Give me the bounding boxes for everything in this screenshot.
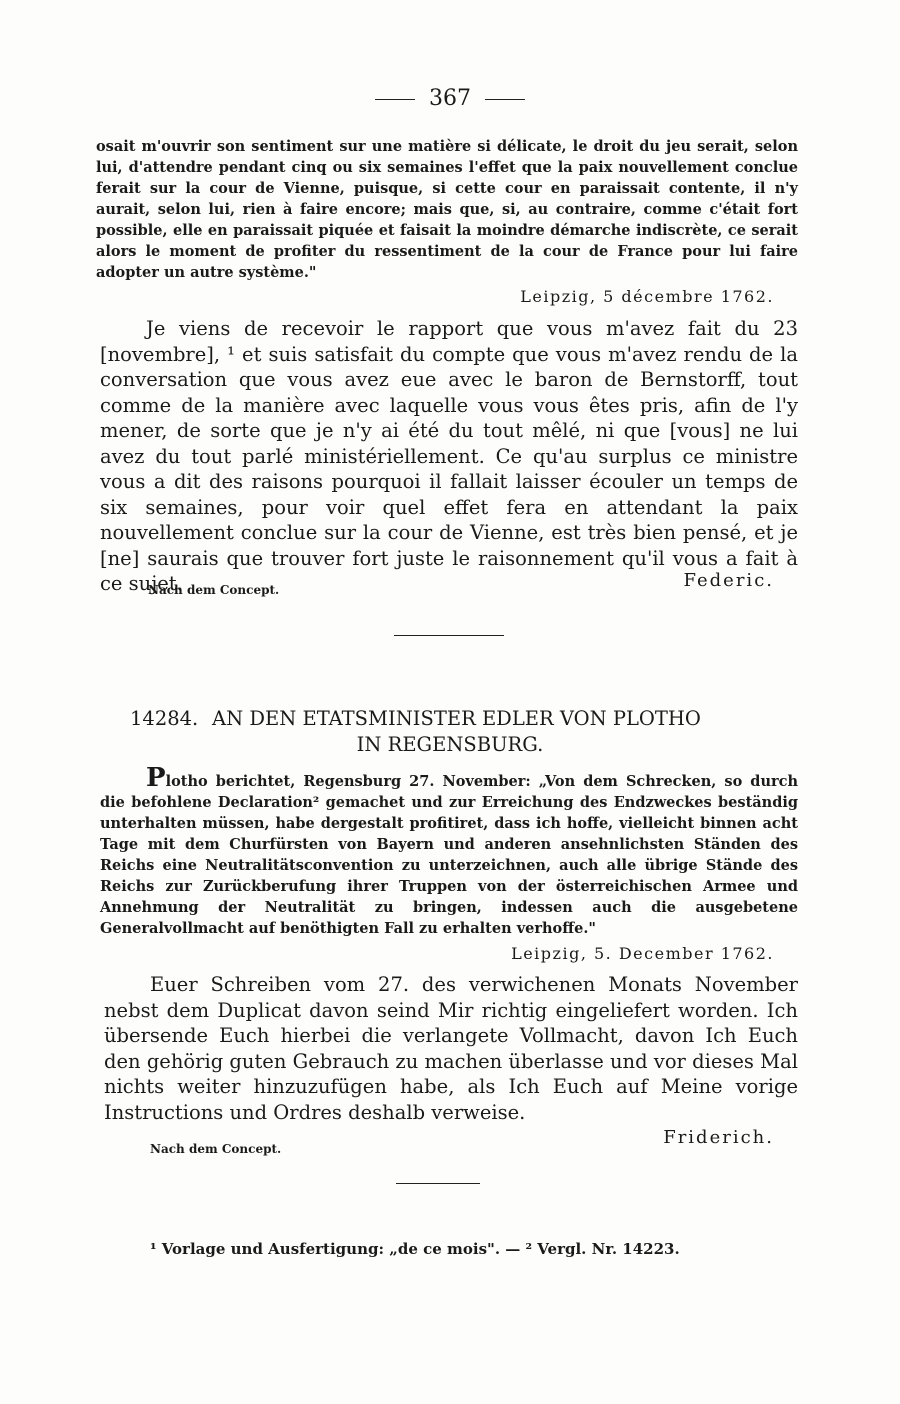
quoted-report-ending: osait m'ouvrir son sentiment sur une matière si délicate, le droit du jeu serait, selon lui, d'attendre pendant cinq ou six semaines l'effet que la paix nouvellement conclue ferait sur la cour de Vienne, puisque, si cette cour en paraissait contente, il n'y aurait, selon lui, rien à faire encore; mais que, si, au contraire, comme c'était fort possible, elle en paraissait piquée et faisait la moindre démarche indiscrète, ce serait alors le moment de profiter du ressentiment de la cour de France pour lui faire adopter un autre système." <box>96 138 798 281</box>
summary-dropcap: P <box>146 763 166 793</box>
page-number: 367 <box>429 86 471 111</box>
dateline-leipzig-2: Leipzig, 5. December 1762. <box>511 944 774 963</box>
document-number: 14284. <box>130 707 199 730</box>
page-number-dash-left <box>375 99 415 100</box>
page-number-line <box>0 86 900 111</box>
report-summary <box>100 763 798 939</box>
section-divider-2 <box>396 1183 480 1184</box>
letter-body-french: Je viens de recevoir le rapport que vous m'avez fait du 23 [novembre], ¹ et suis satisfait du compte que vous m'avez rendu de la conversation que vous avez eue avec le baron de Bernstorff, tout comme de la manière avec laquelle vous vous êtes pris, afin de l'y mener, de sorte que je n'y ai été du tout mêlé, ni que [vous] ne lui avez du tout parlé ministériellement. Ce qu'au surplus ce ministre vous a dit des raisons pourquoi il fallait laisser écouler un temps de six semaines, pour voir quel effet fera en attendant la paix nouvellement conclue sur la cour de Vienne, est très bien pensé, et je [ne] saurais que trouver fort juste le raisonnement qu'il vous a fait à ce sujet. <box>100 317 798 595</box>
letter-body-german: Euer Schreiben vom 27. des verwichenen Monats November nebst dem Duplicat davon seind Mir richtig eingeliefert worden. Ich übersende Euch hierbei die verlangete Vollmacht, davon Ich Euch den gehörig guten Gebrauch zu machen überlasse und vor dieses Mal nichts weiter hinzuzufügen habe, als Ich Euch auf Meine vorige Instructions und Ordres deshalb verweise. <box>104 973 798 1124</box>
concept-note-2: Nach dem Concept. <box>150 1142 282 1156</box>
summary-text: lotho berichtet, Regensburg 27. November: „Von dem Schrecken, so durch die befohlene Declaration² gemachet und zur Erreichung des Endzweckes beständig unterhalten müssen, habe dergestalt profitiret, dass ich hoffe, vielleicht binnen acht Tage mit dem Churfürsten von Bayern und anderen ansehnlichsten Ständen des Reichs eine Neutralitätsconvention zu unterzeichnen, auch alle übrige Stände des Reichs zur Zurückberufung ihrer Truppen von der österreichischen Armee und Annehmung der Neutralität zu bringen, indessen auch die ausgebetene Generalvollmacht auf benöthigten Fall zu erhalten verhoffe." <box>100 773 798 937</box>
heading-title-line1: AN DEN ETATSMINISTER EDLER VON PLOTHO <box>212 707 701 730</box>
dateline-leipzig-1: Leipzig, 5 décembre 1762. <box>520 287 774 306</box>
heading-title-line2: IN REGENSBURG. <box>356 733 544 756</box>
page-number-dash-right <box>485 99 525 100</box>
signature-friderich: Friderich. <box>663 1127 774 1148</box>
signature-federic: Federic. <box>683 570 774 591</box>
footnotes: ¹ Vorlage und Ausfertigung: „de ce mois". — ² Vergl. Nr. 14223. <box>150 1240 680 1258</box>
section-divider-1 <box>394 635 504 636</box>
concept-note-1: Nach dem Concept. <box>148 583 280 597</box>
section-heading <box>130 706 770 758</box>
